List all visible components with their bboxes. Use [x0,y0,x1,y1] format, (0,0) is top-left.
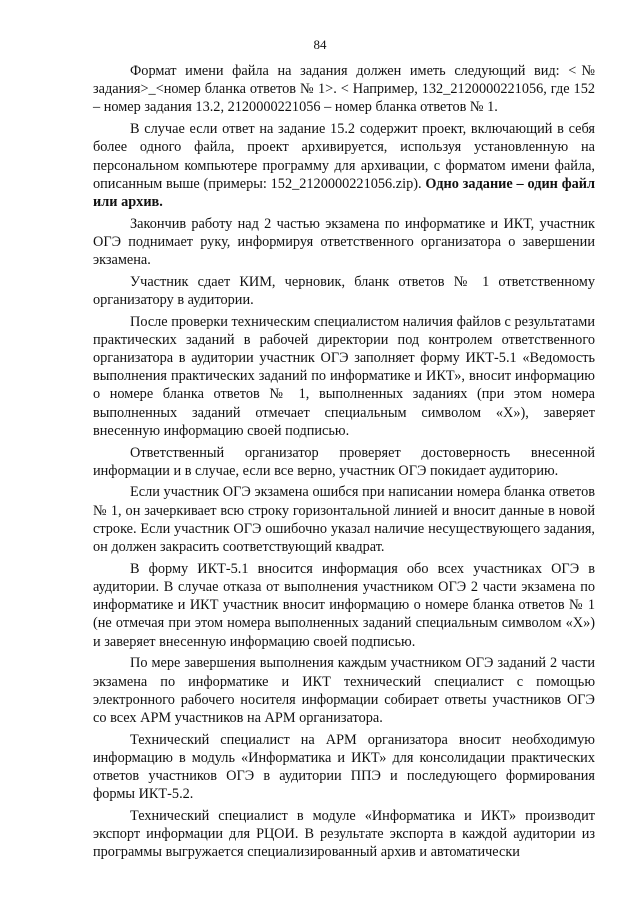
paragraph-bold-note: Одно задание – один файл или архив. [93,175,595,210]
page-content [93,62,595,865]
paragraph-hand-over-materials: Участник сдает КИМ, черновик, бланк ответов № 1 ответственному организатору в аудитории. [93,273,595,308]
paragraph-finish-work: Закончив работу над 2 частью экзамена по информатике и ИКТ, участник ОГЭ поднимает руку, информируя ответственного организатора о завершении экзамена. [93,215,595,269]
paragraph-form-ikt-5-1: После проверки техническим специалистом наличия файлов с результатами практических заданий в рабочей директории под контролем ответственного организатора в аудитории участник ОГЭ заполняет форму ИКТ-5.1 «Ведомость выполнения практических заданий по информатике и ИКТ», вносит информацию о номере бланка ответов № 1, выполненных заданиях (при этом номера выполненных заданий отмечает специальным символом «X»), заверяет внесенную информацию своей подписью. [93,313,595,439]
paragraph-refusal-case: В форму ИКТ-5.1 вносится информация обо всех участниках ОГЭ в аудитории. В случае отказа от выполнения участником ОГЭ 2 части экзамена по информатике и ИКТ участник вносит информацию о номере бланка ответов № 1 (не отмечая при этом номера выполненных заданий специальным символом «X») и заверяет внесенную информацию своей подписью. [93,560,595,650]
paragraph-consolidation: Технический специалист на АРМ организатора вносит необходимую информацию в модуль «Информатика и ИКТ» для консолидации практических ответов участников ОГЭ в аудитории ППЭ и последующего формирования формы ИКТ-5.2. [93,731,595,803]
paragraph-file-name-format: Формат имени файла на задания должен иметь следующий вид: <№ задания>_<номер бланка ответов № 1>. < Например, 132_2120000221056, где 152 – номер задания 13.2, 2120000221056 – номер бланка ответов № 1. [93,63,595,116]
paragraph-text: В случае если ответ на задание 15.2 содержит проект, включающий в себя более одного файла, проект архивируется, используя установленную на персональном компьютере программу для архивации, с форматом имени файла, описанным выше (примеры: 152_2120000221056.zip). [93,121,595,192]
page-number: 84 [313,37,327,52]
paragraph-export: Технический специалист в модуле «Информатика и ИКТ» производит экспорт информации для РЦОИ. В результате экспорта в каждой аудитории из программы выгружается специализированный архив и автоматически [93,807,595,861]
paragraph-error-correction: Если участник ОГЭ экзамена ошибся при написании номера бланка ответов № 1, он зачеркивает всю строку горизонтальной линией и вносит данные в новой строке. Если участник ОГЭ ошибочно указал наличие несуществующего задания, он должен закрасить соответствующий квадрат. [93,484,595,556]
paragraph-archive-project [93,120,595,211]
paragraph-collect-answers: По мере завершения выполнения каждым участником ОГЭ заданий 2 части экзамена по информатике и ИКТ технический специалист с помощью электронного рабочего носителя информации собирает ответы участников ОГЭ со всех АРМ участников на АРМ организатора. [93,655,595,726]
paragraph-organizer-check: Ответственный организатор проверяет достоверность внесенной информации и в случае, если все верно, участник ОГЭ покидает аудиторию. [93,444,595,479]
